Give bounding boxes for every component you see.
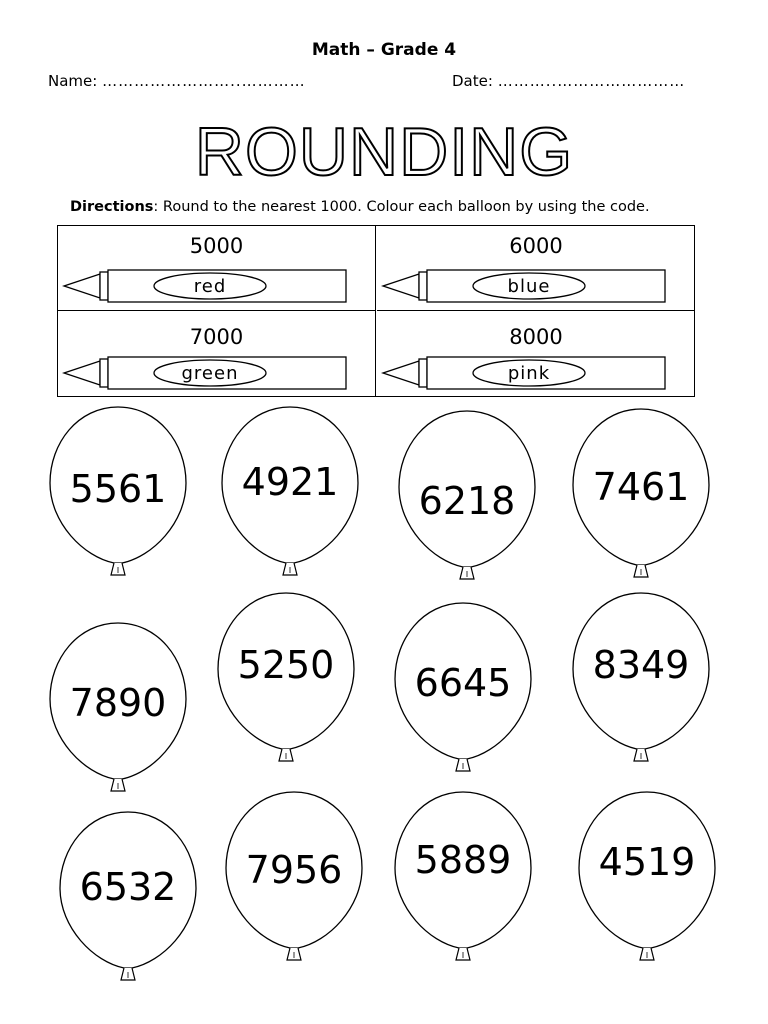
balloon[interactable] — [220, 405, 360, 585]
crayon-icon — [62, 353, 352, 393]
crayon-color-label: red — [193, 275, 227, 297]
code-value: 7000 — [189, 325, 244, 349]
balloon[interactable] — [571, 407, 711, 587]
code-cell — [58, 226, 376, 311]
balloon-number: 7956 — [245, 848, 343, 892]
balloon-number: 6218 — [418, 479, 516, 523]
code-cell — [377, 226, 695, 311]
date-line: ………..…………………… — [497, 72, 686, 90]
crayon-color-label: blue — [507, 275, 551, 297]
page-heading: ROUNDING — [194, 114, 574, 190]
balloon-number: 7890 — [69, 681, 167, 725]
crayon-icon — [381, 266, 671, 306]
balloon-number: 5561 — [69, 467, 167, 511]
crayon-color-label: pink — [507, 362, 551, 384]
code-value: 8000 — [509, 325, 563, 349]
balloon-number: 6645 — [414, 661, 512, 705]
balloon[interactable] — [393, 601, 533, 781]
worksheet-title: Math – Grade 4 — [311, 40, 457, 60]
balloon[interactable] — [397, 409, 537, 589]
code-cell — [377, 311, 695, 396]
crayon-icon — [62, 266, 352, 306]
name-line: ……………………..………… — [102, 72, 306, 90]
balloon[interactable] — [216, 591, 356, 771]
balloon-number: 4921 — [241, 460, 339, 504]
balloon-number: 5250 — [237, 643, 335, 687]
directions-text: : Round to the nearest 1000. Colour each balloon by using the code. — [153, 199, 650, 215]
balloon-number: 4519 — [598, 840, 696, 884]
date-label: Date: — [452, 72, 493, 90]
name-label: Name: — [48, 72, 98, 90]
balloon[interactable] — [48, 621, 188, 801]
balloon[interactable] — [393, 790, 533, 970]
directions — [70, 199, 650, 215]
balloon-number: 5889 — [414, 838, 512, 882]
balloon-number: 6532 — [79, 865, 177, 909]
balloon[interactable] — [224, 790, 364, 970]
balloon[interactable] — [571, 591, 711, 771]
name-field[interactable] — [48, 72, 306, 90]
color-code-table — [57, 225, 695, 397]
code-value: 5000 — [189, 234, 244, 258]
balloon-grid — [0, 405, 768, 1005]
balloon[interactable] — [577, 790, 717, 970]
code-cell — [58, 311, 376, 396]
date-field[interactable] — [452, 72, 685, 90]
code-value: 6000 — [509, 234, 563, 258]
crayon-icon — [381, 353, 671, 393]
balloon-number: 7461 — [592, 465, 690, 509]
directions-label: Directions — [70, 199, 154, 215]
balloon[interactable] — [58, 810, 198, 990]
balloon-number: 8349 — [592, 643, 690, 687]
crayon-color-label: green — [181, 362, 239, 384]
balloon[interactable] — [48, 405, 188, 585]
